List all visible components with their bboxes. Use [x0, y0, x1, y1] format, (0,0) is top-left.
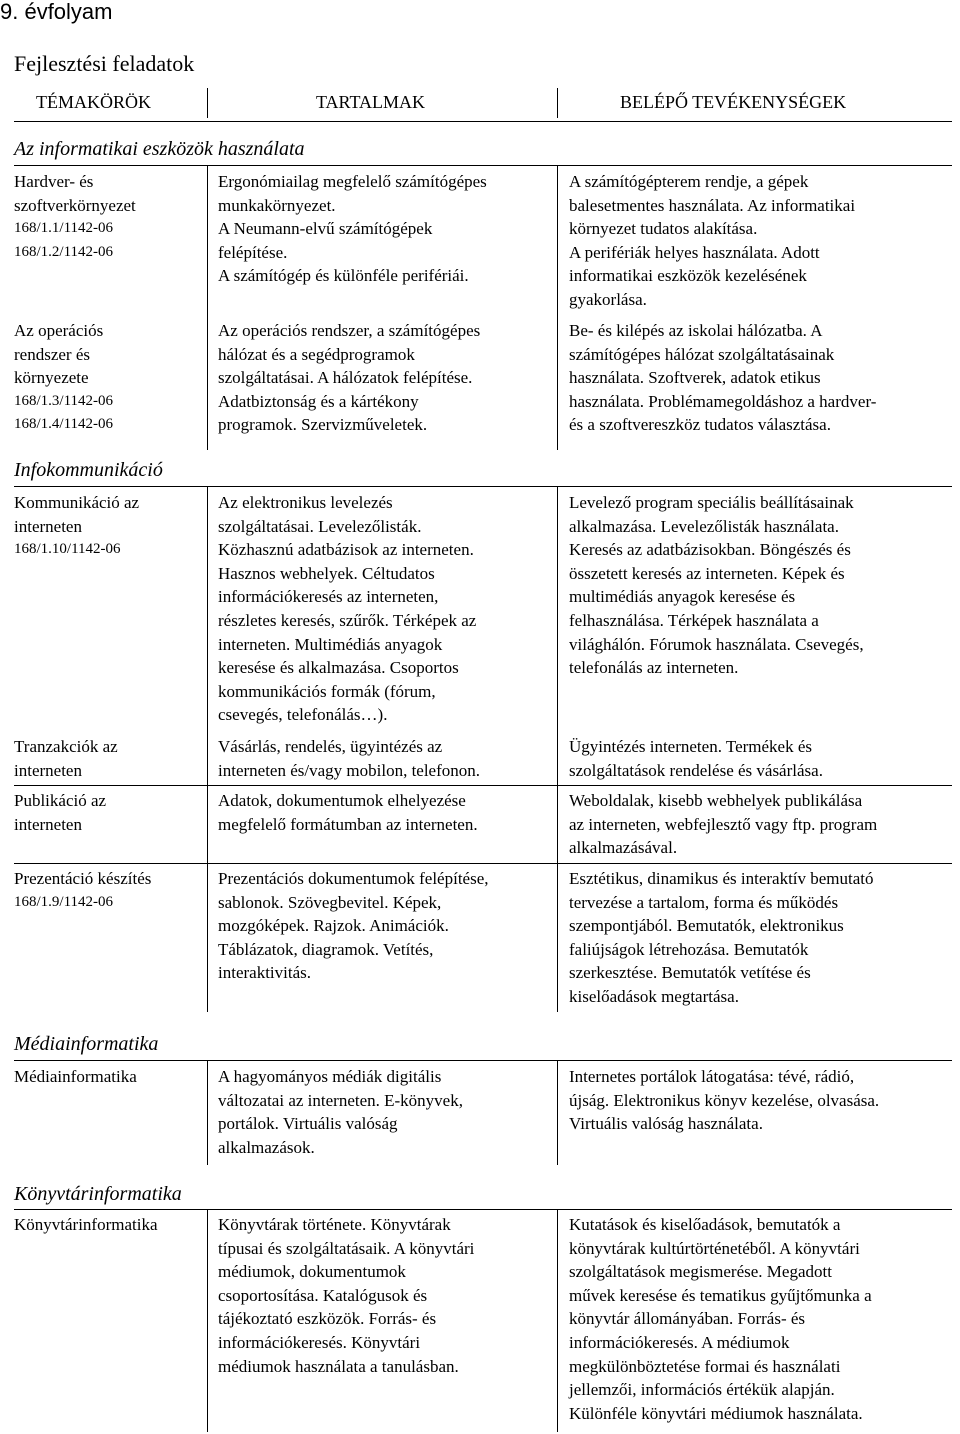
section-title: Az informatikai eszközök használata	[14, 138, 305, 160]
column-divider	[557, 1061, 558, 1165]
activity-line: alkalmazása. Levelezőlisták használata.	[569, 516, 839, 536]
activity-line: alkalmazásával.	[569, 838, 678, 858]
activity-line: szolgáltatások rendelése és vásárlása.	[569, 760, 823, 780]
activity-line: művek keresése és tematikus gyűjtőmunka a	[569, 1285, 872, 1305]
activity-cell	[569, 319, 949, 437]
content-line: interneten. Multimédiás anyagok	[218, 634, 443, 654]
header-divider-1	[207, 88, 208, 118]
content-line: interaktivitás.	[218, 963, 312, 983]
topic-cell	[14, 1065, 199, 1089]
activity-line: informatikai eszközök kezelésének	[569, 266, 807, 286]
content-line: típusai és szolgáltatásaik. A könyvtári	[218, 1238, 475, 1258]
topic-line: Publikáció az	[14, 791, 107, 810]
topic-line: Az operációs	[14, 321, 104, 340]
content-line: Adatok, dokumentumok elhelyezése	[218, 791, 466, 810]
topic-line: rendszer és	[14, 344, 90, 364]
content-line: sablonok. Szövegbevitel. Képek,	[218, 892, 442, 912]
topic-code: 168/1.9/1142-06	[14, 893, 114, 910]
content-line: Könyvtárak története. Könyvtárak	[218, 1215, 451, 1234]
content-line: keresése és alkalmazása. Csoportos	[218, 658, 459, 678]
content-cell	[218, 1213, 556, 1378]
activity-line: A perifériák helyes használata. Adott	[569, 242, 820, 262]
activity-line: könyvtárak kultúrtörténetéből. A könyvtári	[569, 1238, 860, 1258]
topic-code: 168/1.1/1142-06	[14, 220, 114, 237]
activity-line: Levelező program speciális beállításainak	[569, 493, 854, 512]
column-divider	[207, 1061, 208, 1165]
content-cell	[218, 867, 556, 985]
content-line: szolgáltatásai. Levelezőlisták.	[218, 516, 422, 536]
content-line: A hagyományos médiák digitális	[218, 1067, 442, 1086]
column-divider	[207, 487, 208, 1012]
row-rule	[14, 785, 952, 786]
content-cell	[218, 1065, 556, 1159]
topic-line: interneten	[14, 760, 82, 780]
activity-line: Internetes portálok látogatása: tévé, rádió,	[569, 1067, 855, 1086]
topic-cell	[14, 319, 199, 437]
content-line: munkakörnyezet.	[218, 195, 336, 215]
activity-line: információkeresés. A médiumok	[569, 1332, 790, 1352]
activity-line: szolgáltatások megismerése. Megadott	[569, 1262, 832, 1282]
activity-cell	[569, 867, 949, 1009]
activity-line: Esztétikus, dinamikus és interaktív bemutató	[569, 869, 874, 888]
activity-line: jellemzői, információs értékük alapján.	[569, 1380, 835, 1400]
content-cell	[218, 491, 556, 727]
activity-line: kiselőadások megtartása.	[569, 986, 739, 1006]
activity-line: multimédiás anyagok keresése és	[569, 587, 796, 607]
activity-line: Virtuális valóság használata.	[569, 1114, 763, 1134]
topic-line: Könyvtárinformatika	[14, 1215, 158, 1234]
content-cell	[218, 170, 556, 288]
activity-line: használata. Szoftverek, adatok etikus	[569, 368, 821, 388]
content-line: Az elektronikus levelezés	[218, 493, 393, 512]
activity-line: számítógépes hálózat szolgáltatásainak	[569, 344, 835, 364]
content-line: információkeresés az interneten,	[218, 587, 439, 607]
content-line: A számítógép és különféle perifériái.	[218, 266, 469, 286]
activity-line: Keresés az adatbázisokban. Böngészés és	[569, 540, 851, 560]
content-line: interneten és/vagy mobilon, telefonon.	[218, 760, 481, 780]
content-line: Adatbiztonság és a kártékony	[218, 391, 419, 411]
activity-cell	[569, 491, 949, 680]
activity-cell	[569, 1065, 949, 1136]
activity-line: Különféle könyvtári médiumok használata.	[569, 1403, 863, 1423]
content-line: felépítése.	[218, 242, 288, 262]
activity-line: újság. Elektronikus könyv kezelése, olvasása.	[569, 1090, 880, 1110]
activity-line: Weboldalak, kisebb webhelyek publikálása	[569, 791, 863, 810]
content-line: hálózat és a segédprogramok	[218, 344, 415, 364]
activity-line: megkülönböztetése formai és használati	[569, 1356, 841, 1376]
content-line: Hasznos webhelyek. Céltudatos	[218, 563, 435, 583]
column-divider	[557, 1210, 558, 1432]
activity-line: A számítógépterem rendje, a gépek	[569, 172, 809, 191]
content-line: megfelelő formátumban az interneten.	[218, 814, 478, 834]
activity-cell	[569, 1213, 949, 1425]
section-title: Médiainformatika	[14, 1033, 159, 1055]
activity-line: és a szoftvereszköz tudatos választása.	[569, 415, 831, 435]
topic-code: 168/1.4/1142-06	[14, 416, 114, 433]
content-line: Közhasznú adatbázisok az interneten.	[218, 540, 474, 560]
activity-line: tervezése a tartalom, forma és működés	[569, 892, 839, 912]
activity-line: szerkesztése. Bemutatók vetítése és	[569, 963, 811, 983]
header-divider-2	[557, 88, 558, 118]
content-line: mozgóképek. Rajzok. Animációk.	[218, 916, 449, 936]
content-line: Prezentációs dokumentumok felépítése,	[218, 869, 489, 888]
activity-line: Ügyintézés interneten. Termékek és	[569, 737, 813, 756]
content-line: programok. Szervizműveletek.	[218, 415, 428, 435]
section-title: Infokommunikáció	[14, 459, 163, 481]
content-line: kommunikációs formák (fórum,	[218, 681, 436, 701]
column-divider	[557, 487, 558, 1012]
activity-cell	[569, 789, 949, 860]
content-line: Vásárlás, rendelés, ügyintézés az	[218, 737, 443, 756]
content-line: szolgáltatásai. A hálózatok felépítése.	[218, 368, 473, 388]
topic-line: Tranzakciók az	[14, 737, 118, 756]
topic-line: Prezentáció készítés	[14, 869, 152, 888]
content-line: A Neumann-elvű számítógépek	[218, 219, 433, 239]
content-line: Az operációs rendszer, a számítógépes	[218, 321, 481, 340]
topic-line: interneten	[14, 516, 82, 536]
activity-line: Kutatások és kiselőadások, bemutatók a	[569, 1215, 841, 1234]
topic-cell	[14, 735, 199, 782]
content-line: részletes keresés, szűrők. Térképek az	[218, 610, 477, 630]
content-line: alkalmazások.	[218, 1137, 315, 1157]
topic-code: 168/1.2/1142-06	[14, 243, 114, 260]
column-header-contents: TARTALMAK	[316, 92, 426, 112]
row-rule	[14, 863, 952, 864]
topic-line: Médiainformatika	[14, 1067, 137, 1086]
activity-line: szempontjából. Bemutatók, elektronikus	[569, 916, 844, 936]
column-header-topics: TÉMAKÖRÖK	[36, 92, 151, 112]
page-subtitle: Fejlesztési feladatok	[14, 51, 195, 76]
content-line: portálok. Virtuális valóság	[218, 1114, 398, 1134]
activity-cell	[569, 170, 949, 312]
topic-cell	[14, 170, 199, 264]
content-cell	[218, 735, 556, 782]
header-rule	[14, 121, 952, 122]
section-rule	[14, 1209, 952, 1210]
content-line: változatai az interneten. E-könyvek,	[218, 1090, 463, 1110]
activity-line: környezet tudatos alakítása.	[569, 219, 758, 239]
topic-line: interneten	[14, 814, 82, 834]
content-line: csevegés, telefonálás…).	[218, 705, 388, 725]
activity-line: balesetmentes használata. Az informatikai	[569, 195, 856, 215]
page-heading: 9. évfolyam	[0, 0, 113, 24]
topic-code: 168/1.3/1142-06	[14, 392, 114, 409]
topic-cell	[14, 867, 199, 914]
activity-line: telefonálás az interneten.	[569, 658, 739, 678]
content-line: Táblázatok, diagramok. Vetítés,	[218, 939, 434, 959]
content-line: médiumok használata a tanulásban.	[218, 1356, 459, 1376]
topic-line: Hardver- és	[14, 172, 94, 191]
topic-cell	[14, 789, 199, 836]
section-title: Könyvtárinformatika	[14, 1183, 182, 1205]
topic-cell	[14, 1213, 199, 1237]
activity-line: világhálón. Fórumok használata. Csevegés,	[569, 634, 864, 654]
content-line: Ergonómiailag megfelelő számítógépes	[218, 172, 487, 191]
content-line: információkeresés. Könyvtári	[218, 1332, 421, 1352]
column-divider	[557, 166, 558, 450]
activity-line: felhasználása. Térképek használata a	[569, 610, 819, 630]
topic-cell	[14, 491, 199, 562]
section-rule	[14, 165, 952, 166]
topic-line: Kommunikáció az	[14, 493, 140, 512]
section-rule	[14, 486, 952, 487]
content-line: médiumok, dokumentumok	[218, 1262, 406, 1282]
column-divider	[207, 166, 208, 450]
content-line: csoportosítása. Katalógusok és	[218, 1285, 428, 1305]
topic-code: 168/1.10/1142-06	[14, 541, 121, 558]
column-header-activities: BELÉPŐ TEVÉKENYSÉGEK	[620, 92, 847, 112]
activity-line: összetett keresés az interneten. Képek és	[569, 563, 845, 583]
activity-line: könyvtár állományában. Forrás- és	[569, 1309, 806, 1329]
activity-line: az interneten, webfejlesztő vagy ftp. program	[569, 814, 878, 834]
content-line: tájékoztató eszközök. Forrás- és	[218, 1309, 437, 1329]
topic-line: környezete	[14, 368, 89, 388]
activity-line: használata. Problémamegoldáshoz a hardver-	[569, 391, 877, 411]
content-cell	[218, 789, 556, 836]
section-rule	[14, 1060, 952, 1061]
activity-line: gyakorlása.	[569, 289, 647, 309]
activity-cell	[569, 735, 949, 782]
activity-line: Be- és kilépés az iskolai hálózatba. A	[569, 321, 823, 340]
topic-line: szoftverkörnyezet	[14, 195, 136, 215]
column-divider	[207, 1210, 208, 1432]
content-cell	[218, 319, 556, 437]
activity-line: faliújságok létrehozása. Bemutatók	[569, 939, 809, 959]
